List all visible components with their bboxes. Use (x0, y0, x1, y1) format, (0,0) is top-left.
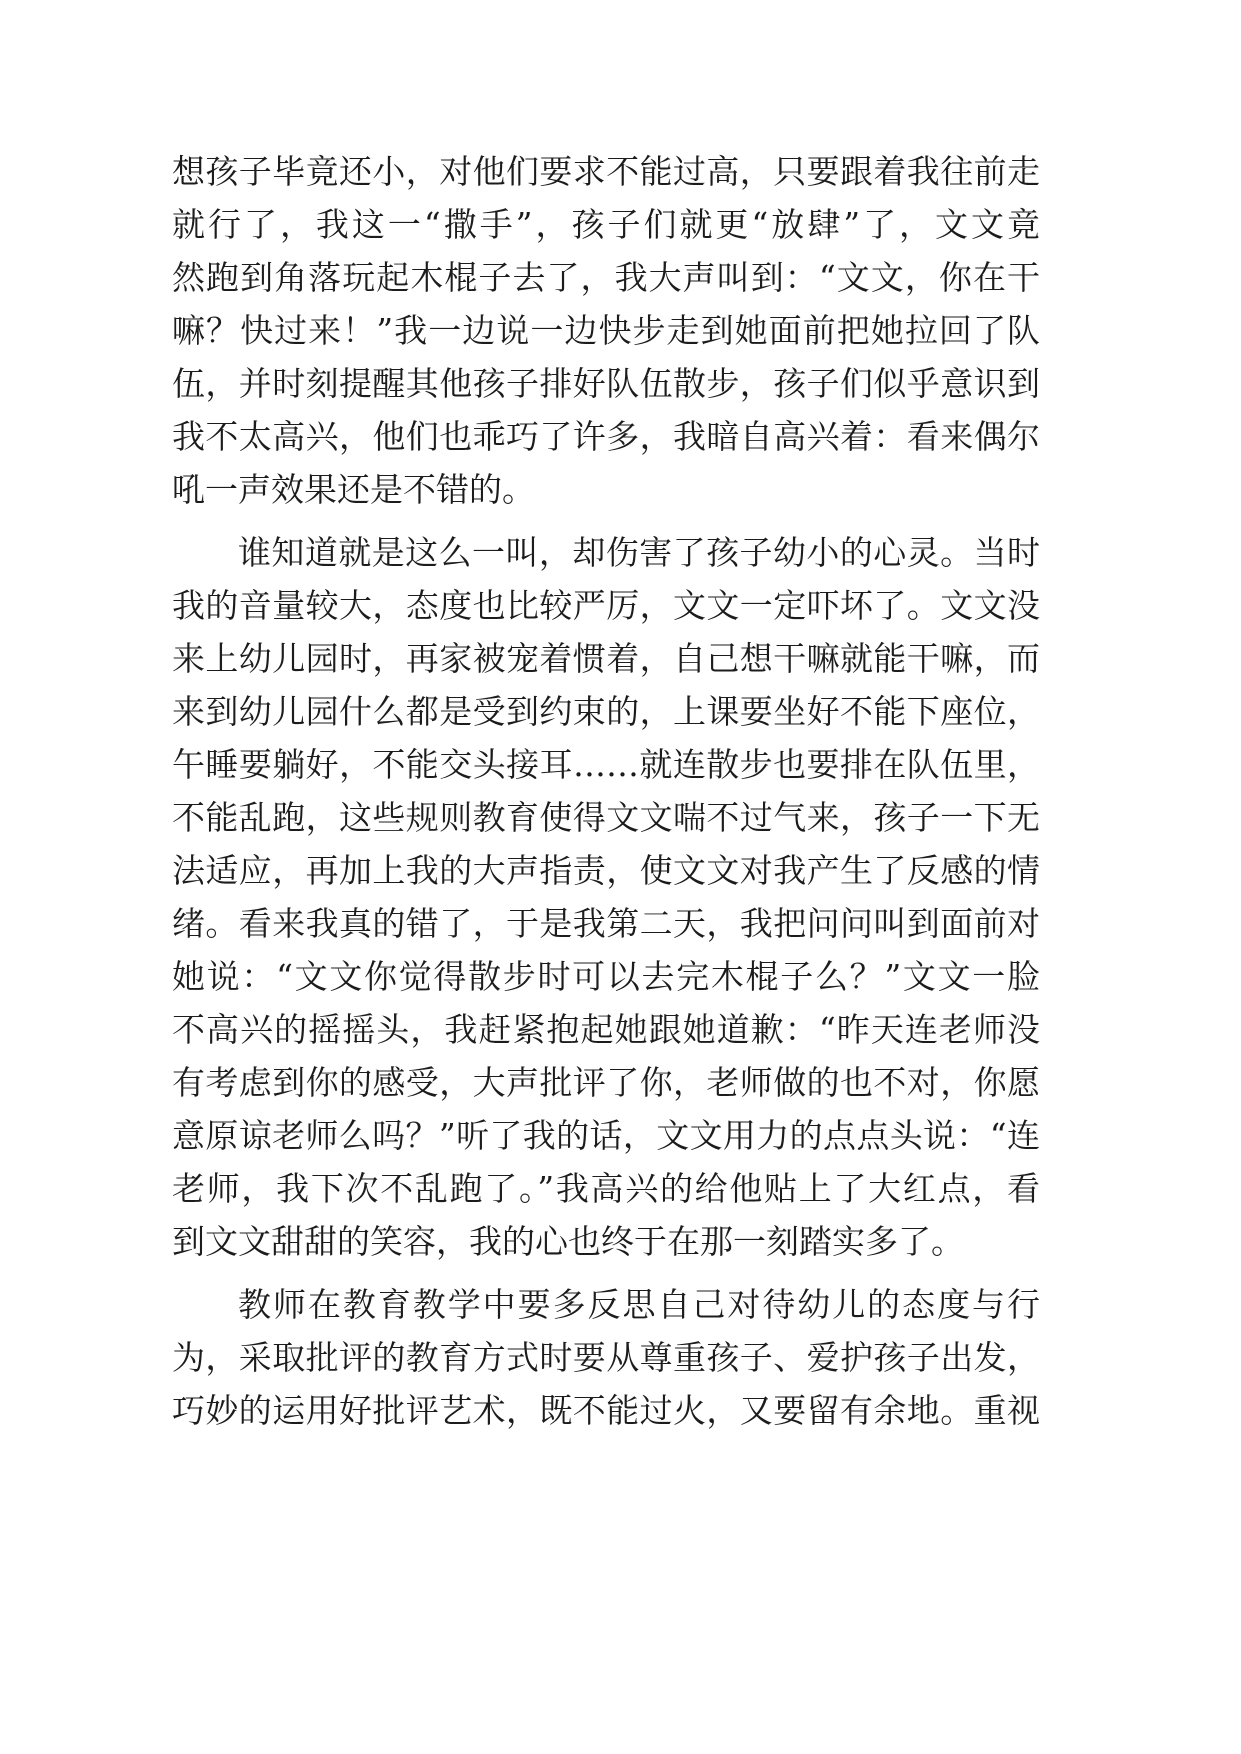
text-line: 巧妙的运用好批评艺术，既不能过火，又要留有余地。重视 (172, 1391, 1040, 1430)
text-line: 为，采取批评的教育方式时要从尊重孩子、爱护孩子出发， (172, 1338, 1040, 1377)
paragraph-1 (172, 145, 1040, 516)
text-line: 意原谅老师么吗？”听了我的话，文文用力的点点头说：“连 (172, 1116, 1040, 1155)
text-line: 然跑到角落玩起木棍子去了，我大声叫到：“文文，你在干 (172, 258, 1040, 297)
text-line: 来上幼儿园时，再家被宠着惯着，自己想干嘛就能干嘛，而 (172, 639, 1040, 678)
text-line: 吼一声效果还是不错的。 (172, 470, 535, 509)
text-line: 老师，我下次不乱跑了。”我高兴的给他贴上了大红点，看 (172, 1169, 1040, 1208)
paragraph-3 (172, 1278, 1040, 1437)
text-line: 不能乱跑，这些规则教育使得文文喘不过气来，孩子一下无 (172, 798, 1040, 837)
text-line: 我的音量较大，态度也比较严厉，文文一定吓坏了。文文没 (172, 586, 1040, 625)
text-line: 不高兴的摇摇头，我赶紧抱起她跟她道歉：“昨天连老师没 (172, 1010, 1040, 1049)
text-line: 教师在教育教学中要多反思自己对待幼儿的态度与行 (238, 1285, 1040, 1324)
text-line: 嘛？快过来！”我一边说一边快步走到她面前把她拉回了队 (172, 311, 1040, 350)
text-line: 她说：“文文你觉得散步时可以去完木棍子么？”文文一脸 (172, 957, 1040, 996)
text-line: 谁知道就是这么一叫，却伤害了孩子幼小的心灵。当时 (238, 533, 1040, 572)
text-line: 到文文甜甜的笑容，我的心也终于在那一刻踏实多了。 (172, 1222, 964, 1261)
text-line: 绪。看来我真的错了，于是我第二天，我把问问叫到面前对 (172, 904, 1040, 943)
body-text (172, 145, 1040, 1437)
paragraph-2 (172, 526, 1040, 1268)
text-line: 伍，并时刻提醒其他孩子排好队伍散步，孩子们似乎意识到 (172, 364, 1040, 403)
text-line: 法适应，再加上我的大声指责，使文文对我产生了反感的情 (172, 851, 1040, 890)
text-line: 就行了，我这一“撒手”，孩子们就更“放肆”了，文文竟 (172, 205, 1040, 244)
text-line: 想孩子毕竟还小，对他们要求不能过高，只要跟着我往前走 (172, 152, 1040, 191)
text-line: 有考虑到你的感受，大声批评了你，老师做的也不对，你愿 (172, 1063, 1040, 1102)
text-line: 午睡要躺好，不能交头接耳……就连散步也要排在队伍里， (172, 745, 1040, 784)
text-line: 我不太高兴，他们也乖巧了许多，我暗自高兴着：看来偶尔 (172, 417, 1040, 456)
text-line: 来到幼儿园什么都是受到约束的，上课要坐好不能下座位， (172, 692, 1040, 731)
